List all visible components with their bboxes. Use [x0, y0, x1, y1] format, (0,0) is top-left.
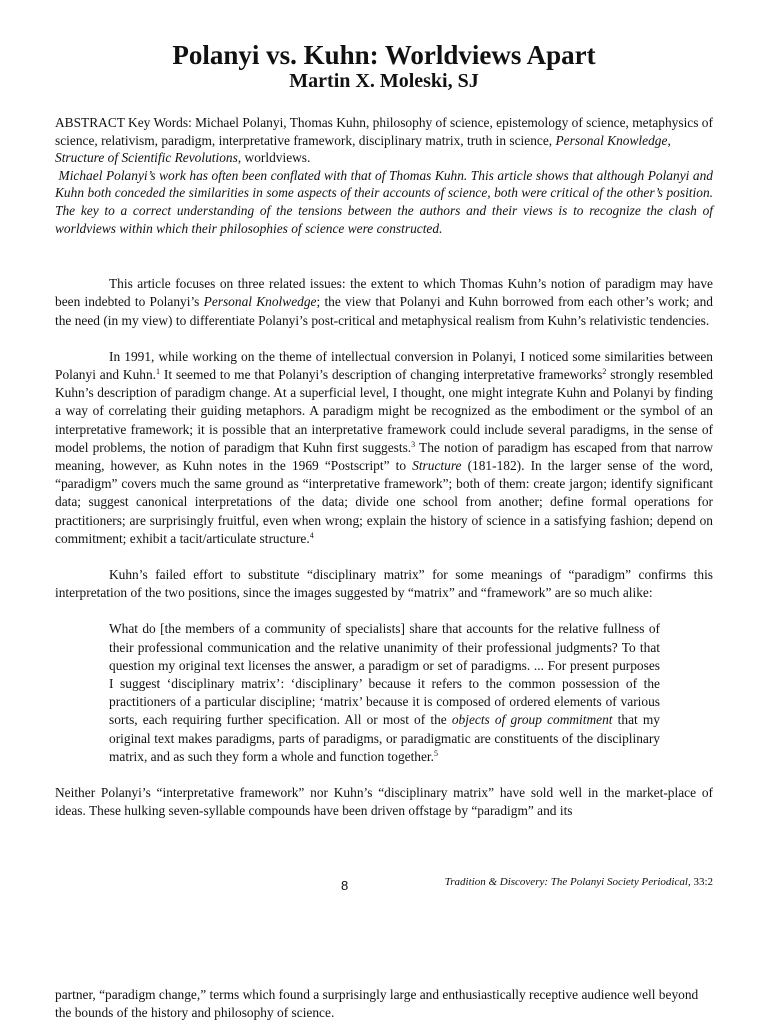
page-footer	[55, 876, 713, 896]
keywords-tail: , worldviews.	[237, 150, 311, 166]
paragraph-1-text-a: This article focuses on three related issues: the extent to which Thomas Kuhn’s notion of paradigm may have been indebted to Polanyi’s	[55, 276, 713, 310]
page-number: 8	[341, 878, 349, 893]
footnote-ref-2: 2	[602, 366, 607, 376]
paragraph-2-text-b: It seemed to me that Polanyi’s description of changing interpretative frameworks	[160, 366, 603, 382]
footnote-ref-1: 1	[156, 366, 161, 376]
journal-volume: , 33:2	[687, 876, 713, 888]
paragraph-2-text-a: In 1991, while working on the theme of intellectual conversion in Polanyi, I noticed some similarities between Polanyi and Kuhn.	[55, 348, 713, 382]
author-name: Martin X. Moleski, SJ	[289, 70, 479, 92]
book-title-personal-knowledge: Personal Knolwedge	[203, 294, 317, 310]
next-page-continuation: partner, “paradigm change,” terms which found a surprisingly large and enthusiastically receptive audience well beyond the bounds of the history and philosophy of science.	[55, 987, 699, 1021]
paragraph-2	[55, 348, 713, 548]
footnote-ref-3: 3	[411, 439, 416, 449]
paragraph-1	[55, 275, 713, 330]
quote-text-a: What do [the members of a community of specialists] share that accounts for the relative fullness of their professional communication and the relative unanimity of their professional judgments? To that question my original text licenses the answer, a paradigm or set of paradigms. ... For present purposes I suggest ‘disciplinary matrix’: ‘disciplinary’ because it refers to the common possession of the practitioners of a particular discipline; ‘matrix’ because it is composed of ordered elements of various sorts, each requiring further specification. All or most of the	[109, 621, 660, 728]
journal-citation	[445, 876, 713, 888]
block-quote	[55, 620, 713, 766]
footnote-ref-4: 4	[309, 530, 314, 540]
document-page	[55, 40, 713, 820]
paragraph-4: Neither Polanyi’s “interpretative framework” nor Kuhn’s “disciplinary matrix” have sold well in the market-place of ideas. These hulking seven-syllable compounds have been driven offstage by “paradigm” and its	[55, 785, 713, 819]
book-title-structure: Structure	[412, 457, 462, 473]
quote-text-b: that my original text makes paradigms, parts of paradigms, or paradigmatic are constituents of the disciplinary matrix, and as such they form a whole and function together.	[109, 712, 660, 764]
paragraph-1-text-b: ; the view that Polanyi and Kuhn borrowed from each other’s work; and the need (in my view) to differentiate Polanyi’s post-critical and metaphysical realism from Kuhn’s relativistic tendencies.	[55, 294, 714, 328]
keywords-text: ABSTRACT Key Words: Michael Polanyi, Thomas Kuhn, philosophy of science, epistemology of science, metaphysics of science, relativism, paradigm, interpretative framework, disciplinary matrix, truth in science,	[55, 115, 713, 148]
article-title: Polanyi vs. Kuhn: Worldviews Apart	[172, 40, 596, 70]
quote-italic-phrase: objects of group commitment	[451, 712, 613, 728]
paragraph-3: Kuhn’s failed effort to substitute “disciplinary matrix” for some meanings of “paradigm” confirms this interpretation of the two positions, since the images suggested by “matrix” and “framework” are so much alike:	[55, 567, 713, 601]
abstract-summary	[55, 167, 713, 237]
paragraph-2-text-c: strongly resembled Kuhn’s description of paradigm change. At a superficial level, I thought, one might integrate Kuhn and Polanyi by finding a way of correlating their guiding metaphors. A paradigm might be recognized as the embodiment or the symbol of an interpretative framework; it is possible that an interpretative framework could include several paradigms, in the sense of model problems, the notion of paradigm that Kuhn first suggests.	[55, 366, 713, 455]
paragraph-2-text-d: The notion of paradigm has escaped from that narrow meaning, however, as Kuhn notes in the 1969 “Postscript” to	[55, 439, 713, 473]
journal-name: Tradition & Discovery: The Polanyi Society Periodical	[444, 876, 688, 888]
keyword-separator: ,	[667, 132, 671, 148]
abstract-keywords	[55, 114, 713, 167]
paragraph-2-text-e: (181-182). In the larger sense of the word, “paradigm” covers much the same ground as “interpretative framework”; both of them: create jargon; identify significant data; suggest canonical interpretations of the data; divide one school from another; define formal operations for practitioners; are surprisingly fruitful, even when wrong; explain the history of science in a satisfying fashion; depend on commitment; exhibit a tacit/articulate structure.	[55, 457, 713, 546]
abstract-summary-text: Michael Polanyi’s work has often been conflated with that of Thomas Kuhn. This article shows that although Polanyi and Kuhn both conceded the similarities in some aspects of their accounts of science, both were critical of the other’s position. The key to a correct understanding of the tensions between the authors and their views is to recognize the clash of worldviews within which their philosophies of science were constructed.	[55, 167, 713, 236]
keyword-book-structure: Structure of Scientific Revolutions	[55, 150, 238, 166]
footnote-ref-5: 5	[434, 748, 439, 758]
keyword-book-personal-knowledge: Personal Knowledge	[555, 132, 668, 148]
